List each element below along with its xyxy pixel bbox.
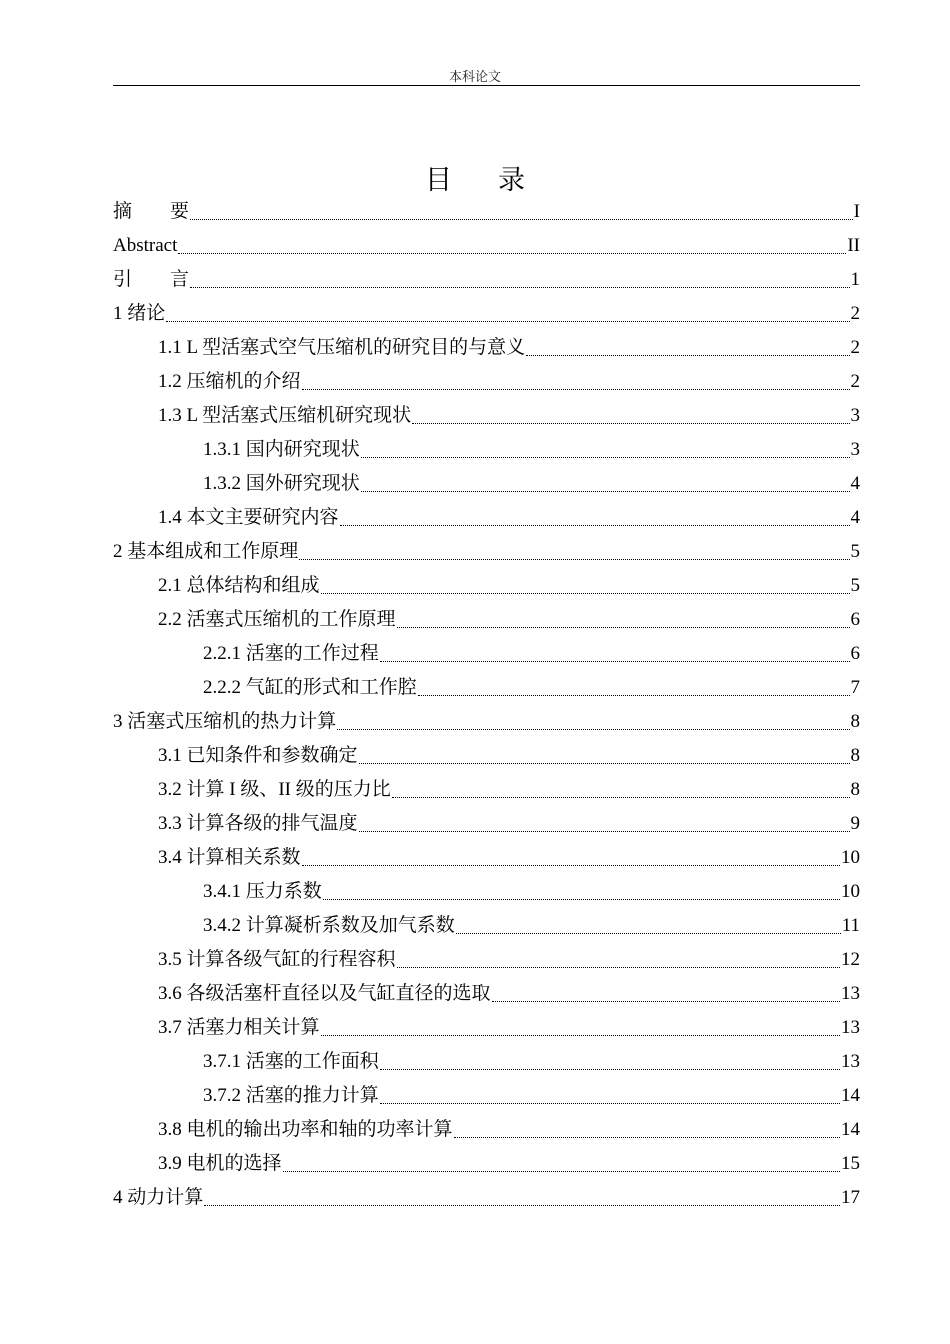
toc-leader-dots	[492, 1001, 840, 1002]
toc-entry[interactable]	[113, 943, 860, 977]
toc-entry[interactable]	[113, 1011, 860, 1045]
toc-entry-label: 2.2.2 气缸的形式和工作腔	[203, 677, 417, 698]
toc-entry-label: 3.5 计算各级气缸的行程容积	[158, 949, 396, 970]
toc-heading-right: 录	[498, 165, 525, 195]
toc-leader-dots	[397, 967, 840, 968]
toc-heading-left: 目	[425, 165, 452, 195]
toc-entry-label: 3.8 电机的输出功率和轴的功率计算	[158, 1119, 453, 1140]
toc-entry-label: 2.1 总体结构和组成	[158, 575, 320, 596]
toc-leader-dots	[299, 559, 849, 560]
toc-entry-page: 12	[841, 949, 860, 970]
toc-entry-page: 6	[850, 609, 860, 630]
toc-leader-dots	[166, 321, 849, 322]
toc-entry[interactable]	[113, 841, 860, 875]
toc-leader-dots	[302, 865, 840, 866]
toc-leader-dots	[321, 593, 850, 594]
toc-entry-page: 13	[841, 1017, 860, 1038]
toc-entry-label: 3.7 活塞力相关计算	[158, 1017, 320, 1038]
toc-leader-dots	[380, 1069, 840, 1070]
toc-entry[interactable]	[113, 739, 860, 773]
toc-leader-dots	[380, 661, 850, 662]
toc-leader-dots	[454, 1137, 840, 1138]
toc-entry[interactable]	[113, 807, 860, 841]
toc-entry-label: 3.3 计算各级的排气温度	[158, 813, 358, 834]
toc-entry[interactable]	[113, 875, 860, 909]
toc-entry[interactable]	[113, 569, 860, 603]
toc-entry-label: 1.4 本文主要研究内容	[158, 507, 339, 528]
toc-leader-dots	[361, 457, 850, 458]
toc-leader-dots	[190, 287, 849, 288]
toc-entry[interactable]	[113, 1147, 860, 1181]
toc-entry-page: 17	[841, 1187, 860, 1208]
toc-entry[interactable]	[113, 195, 860, 229]
toc-leader-dots	[397, 627, 850, 628]
toc-entry[interactable]	[113, 501, 860, 535]
toc-entry-label: 3.9 电机的选择	[158, 1153, 282, 1174]
toc-entry-page: 13	[841, 983, 860, 1004]
toc-entry[interactable]	[113, 1181, 860, 1215]
toc-entry-page: 3	[850, 439, 860, 460]
toc-entry[interactable]	[113, 603, 860, 637]
toc-entry[interactable]	[113, 671, 860, 705]
toc-leader-dots	[302, 389, 850, 390]
toc-entry-page: 9	[850, 813, 860, 834]
toc-entry-label: Abstract	[113, 235, 178, 256]
toc-entry-page: 8	[850, 779, 860, 800]
toc-entry[interactable]	[113, 467, 860, 501]
toc-leader-dots	[321, 1035, 840, 1036]
toc-entry-label: 3.4 计算相关系数	[158, 847, 301, 868]
toc-leader-dots	[392, 797, 850, 798]
toc-entry[interactable]	[113, 637, 860, 671]
toc-entry-page: 4	[850, 473, 860, 494]
toc-entry-label: 引 言	[113, 269, 190, 290]
toc-leader-dots	[190, 219, 853, 220]
toc-heading	[0, 158, 950, 197]
toc-entry-label: 3.2 计算 I 级、II 级的压力比	[158, 779, 391, 800]
toc-entry-label: 3.4.2 计算凝析系数及加气系数	[203, 915, 455, 936]
toc-leader-dots	[337, 729, 849, 730]
toc-entry[interactable]	[113, 331, 860, 365]
toc-entry-page: I	[853, 201, 860, 222]
toc-entry-label: 4 动力计算	[113, 1187, 204, 1208]
toc-entry-page: 10	[841, 881, 860, 902]
toc-entry-label: 3 活塞式压缩机的热力计算	[113, 711, 337, 732]
toc-entry-label: 2.2 活塞式压缩机的工作原理	[158, 609, 396, 630]
toc-leader-dots	[418, 695, 850, 696]
toc-entry[interactable]	[113, 705, 860, 739]
toc-entry[interactable]	[113, 263, 860, 297]
toc-entry[interactable]	[113, 909, 860, 943]
toc-entry-page: 8	[850, 711, 860, 732]
toc-entry-page: 3	[850, 405, 860, 426]
toc-entry-page: 2	[850, 337, 860, 358]
toc-entry-label: 1.2 压缩机的介绍	[158, 371, 301, 392]
toc-entry-label: 3.7.1 活塞的工作面积	[203, 1051, 379, 1072]
toc-entry-page: 8	[850, 745, 860, 766]
toc-entry[interactable]	[113, 535, 860, 569]
toc-entry-page: 1	[850, 269, 860, 290]
toc-entry[interactable]	[113, 1045, 860, 1079]
toc-entry[interactable]	[113, 365, 860, 399]
toc-leader-dots	[361, 491, 850, 492]
toc-leader-dots	[323, 899, 840, 900]
toc-entry[interactable]	[113, 399, 860, 433]
toc-entry[interactable]	[113, 229, 860, 263]
toc-entry[interactable]	[113, 297, 860, 331]
toc-entry-page: 2	[850, 303, 860, 324]
toc-entry-label: 2.2.1 活塞的工作过程	[203, 643, 379, 664]
toc-entry-label: 3.7.2 活塞的推力计算	[203, 1085, 379, 1106]
toc-entry-label: 1.3 L 型活塞式压缩机研究现状	[158, 405, 412, 426]
toc-entry-label: 3.6 各级活塞杆直径以及气缸直径的选取	[158, 983, 491, 1004]
toc-entry-page: 4	[850, 507, 860, 528]
toc-entry[interactable]	[113, 773, 860, 807]
table-of-contents	[113, 195, 860, 1215]
toc-entry[interactable]	[113, 1113, 860, 1147]
toc-entry-label: 1.1 L 型活塞式空气压缩机的研究目的与意义	[158, 337, 526, 358]
toc-entry-page: 14	[841, 1119, 860, 1140]
toc-entry-page: 15	[841, 1153, 860, 1174]
toc-entry-page: 5	[850, 575, 860, 596]
toc-leader-dots	[283, 1171, 840, 1172]
toc-entry-label: 1 绪论	[113, 303, 166, 324]
toc-entry-label: 摘 要	[113, 201, 190, 222]
toc-entry-page: 13	[841, 1051, 860, 1072]
toc-entry-label: 1.3.2 国外研究现状	[203, 473, 360, 494]
toc-leader-dots	[204, 1205, 840, 1206]
toc-entry[interactable]	[113, 433, 860, 467]
toc-leader-dots	[340, 525, 850, 526]
toc-leader-dots	[380, 1103, 840, 1104]
toc-entry-label: 2 基本组成和工作原理	[113, 541, 299, 562]
toc-entry-page: 10	[841, 847, 860, 868]
toc-leader-dots	[456, 933, 841, 934]
toc-entry-page: 7	[850, 677, 860, 698]
toc-entry-label: 3.4.1 压力系数	[203, 881, 322, 902]
toc-leader-dots	[359, 763, 850, 764]
toc-entry-page: 11	[841, 915, 860, 936]
toc-leader-dots	[412, 423, 849, 424]
toc-entry-page: II	[847, 235, 860, 256]
toc-entry[interactable]	[113, 977, 860, 1011]
page-header-title: 本科论文	[448, 69, 501, 84]
toc-entry-page: 6	[850, 643, 860, 664]
toc-leader-dots	[359, 831, 850, 832]
toc-entry-label: 1.3.1 国内研究现状	[203, 439, 360, 460]
toc-entry-label: 3.1 已知条件和参数确定	[158, 745, 358, 766]
toc-entry-page: 14	[841, 1085, 860, 1106]
toc-leader-dots	[526, 355, 849, 356]
toc-entry-page: 5	[850, 541, 860, 562]
toc-entry[interactable]	[113, 1079, 860, 1113]
toc-leader-dots	[178, 253, 846, 254]
header-divider	[113, 85, 860, 86]
toc-entry-page: 2	[850, 371, 860, 392]
